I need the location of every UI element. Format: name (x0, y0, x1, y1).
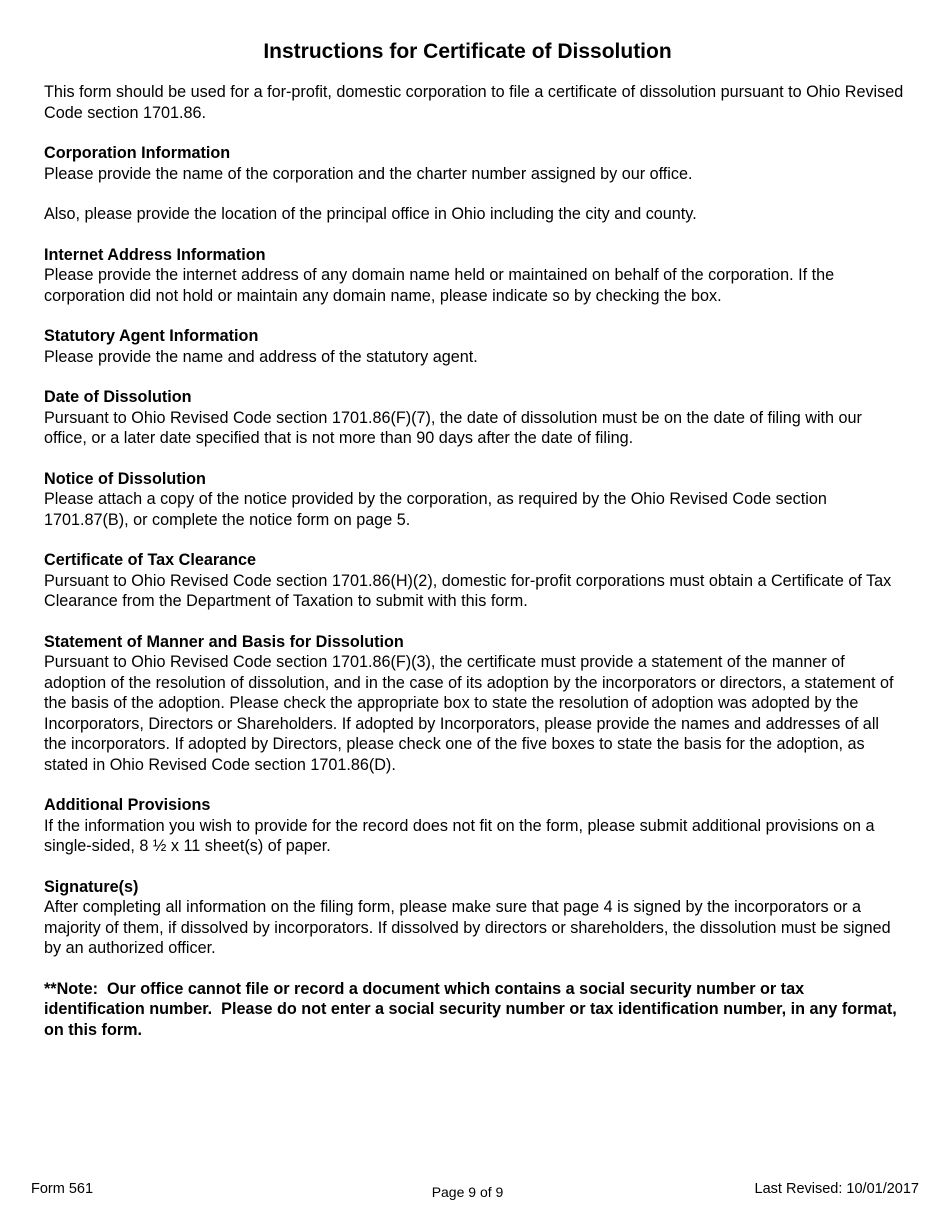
section-paragraph: Pursuant to Ohio Revised Code section 1701.86(F)(7), the date of dissolution must be on the date of filing with our office, or a later date specified that is not more than 90 days after the date of filing. (44, 408, 862, 447)
section-statement-of-manner-and-basis (44, 632, 904, 776)
section-certificate-of-tax-clearance (44, 550, 904, 612)
section-date-of-dissolution (44, 387, 904, 449)
page-title: Instructions for Certificate of Dissolution (263, 40, 672, 63)
section-paragraph: Please provide the name of the corporation and the charter number assigned by our office. (44, 164, 693, 183)
form-number: Form 561 (31, 1181, 94, 1197)
section-heading: Signature(s) (44, 877, 139, 896)
section-corporation-information (44, 143, 904, 225)
section-internet-address-information (44, 245, 904, 307)
section-additional-provisions (44, 795, 904, 857)
section-heading: Internet Address Information (44, 245, 266, 264)
section-signatures (44, 877, 904, 959)
section-statutory-agent-information (44, 326, 904, 367)
section-heading: Statutory Agent Information (44, 327, 259, 345)
section-heading: Statement of Manner and Basis for Dissolution (44, 632, 404, 651)
revision-date: Last Revised: 10/01/2017 (754, 1181, 919, 1197)
document-body (44, 82, 904, 1040)
intro-paragraph: This form should be used for a for-profit, domestic corporation to file a certificate of dissolution pursuant to Ohio Revised Code section 1701.86. (44, 83, 904, 122)
section-paragraph: Pursuant to Ohio Revised Code section 1701.86(F)(3), the certificate must provide a statement of the manner of adoption of the resolution of dissolution, and in the case of its adoption by the incorporators or directors, a statement of the basis of the adoption. Please check the appropriate box to state the resolution of adoption was adopted by the Incorporators, Directors or Shareholders. If adopted by Incorporators, please provide the names and addresses of all the incorporators. If adopted by Directors, please check one of the five boxes to state the basis for the adoption, as stated in Ohio Revised Code section 1701.86(D). (44, 653, 894, 774)
section-paragraph: Please provide the internet address of any domain name held or maintained on behalf of the corporation. If the corporation did not hold or maintain any domain name, please indicate so by checking the box. (44, 266, 835, 305)
section-heading: Notice of Dissolution (44, 469, 206, 488)
section-paragraph: After completing all information on the filing form, please make sure that page 4 is signed by the incorporators or a majority of them, if dissolved by incorporators. If dissolved by directors or shareholders, the dissolution must be signed by an authorized officer. (44, 898, 891, 957)
section-paragraph: Also, please provide the location of the principal office in Ohio including the city and county. (44, 205, 697, 223)
section-paragraph: Pursuant to Ohio Revised Code section 1701.86(H)(2), domestic for-profit corporations must obtain a Certificate of Tax Clearance from the Department of Taxation to submit with this form. (44, 571, 892, 610)
section-heading: Certificate of Tax Clearance (44, 551, 257, 569)
section-heading: Corporation Information (44, 144, 231, 162)
section-heading: Additional Provisions (44, 796, 211, 814)
page-number: Page 9 of 9 (431, 1184, 504, 1200)
section-heading: Date of Dissolution (44, 388, 192, 406)
section-paragraph: Please attach a copy of the notice provided by the corporation, as required by the Ohio Revised Code section 1701.87(B), or complete the notice form on page 5. (44, 490, 827, 529)
section-paragraph: Please provide the name and address of the statutory agent. (44, 347, 478, 366)
section-notice-of-dissolution (44, 469, 904, 531)
ssn-note: **Note: Our office cannot file or record a document which contains a social security number or tax identification number. Please do not enter a social security number or tax identification number, in any format, on this form. (44, 979, 902, 1039)
section-paragraph: If the information you wish to provide for the record does not fit on the form, please submit additional provisions on a single-sided, 8 ½ x 11 sheet(s) of paper. (44, 816, 875, 855)
